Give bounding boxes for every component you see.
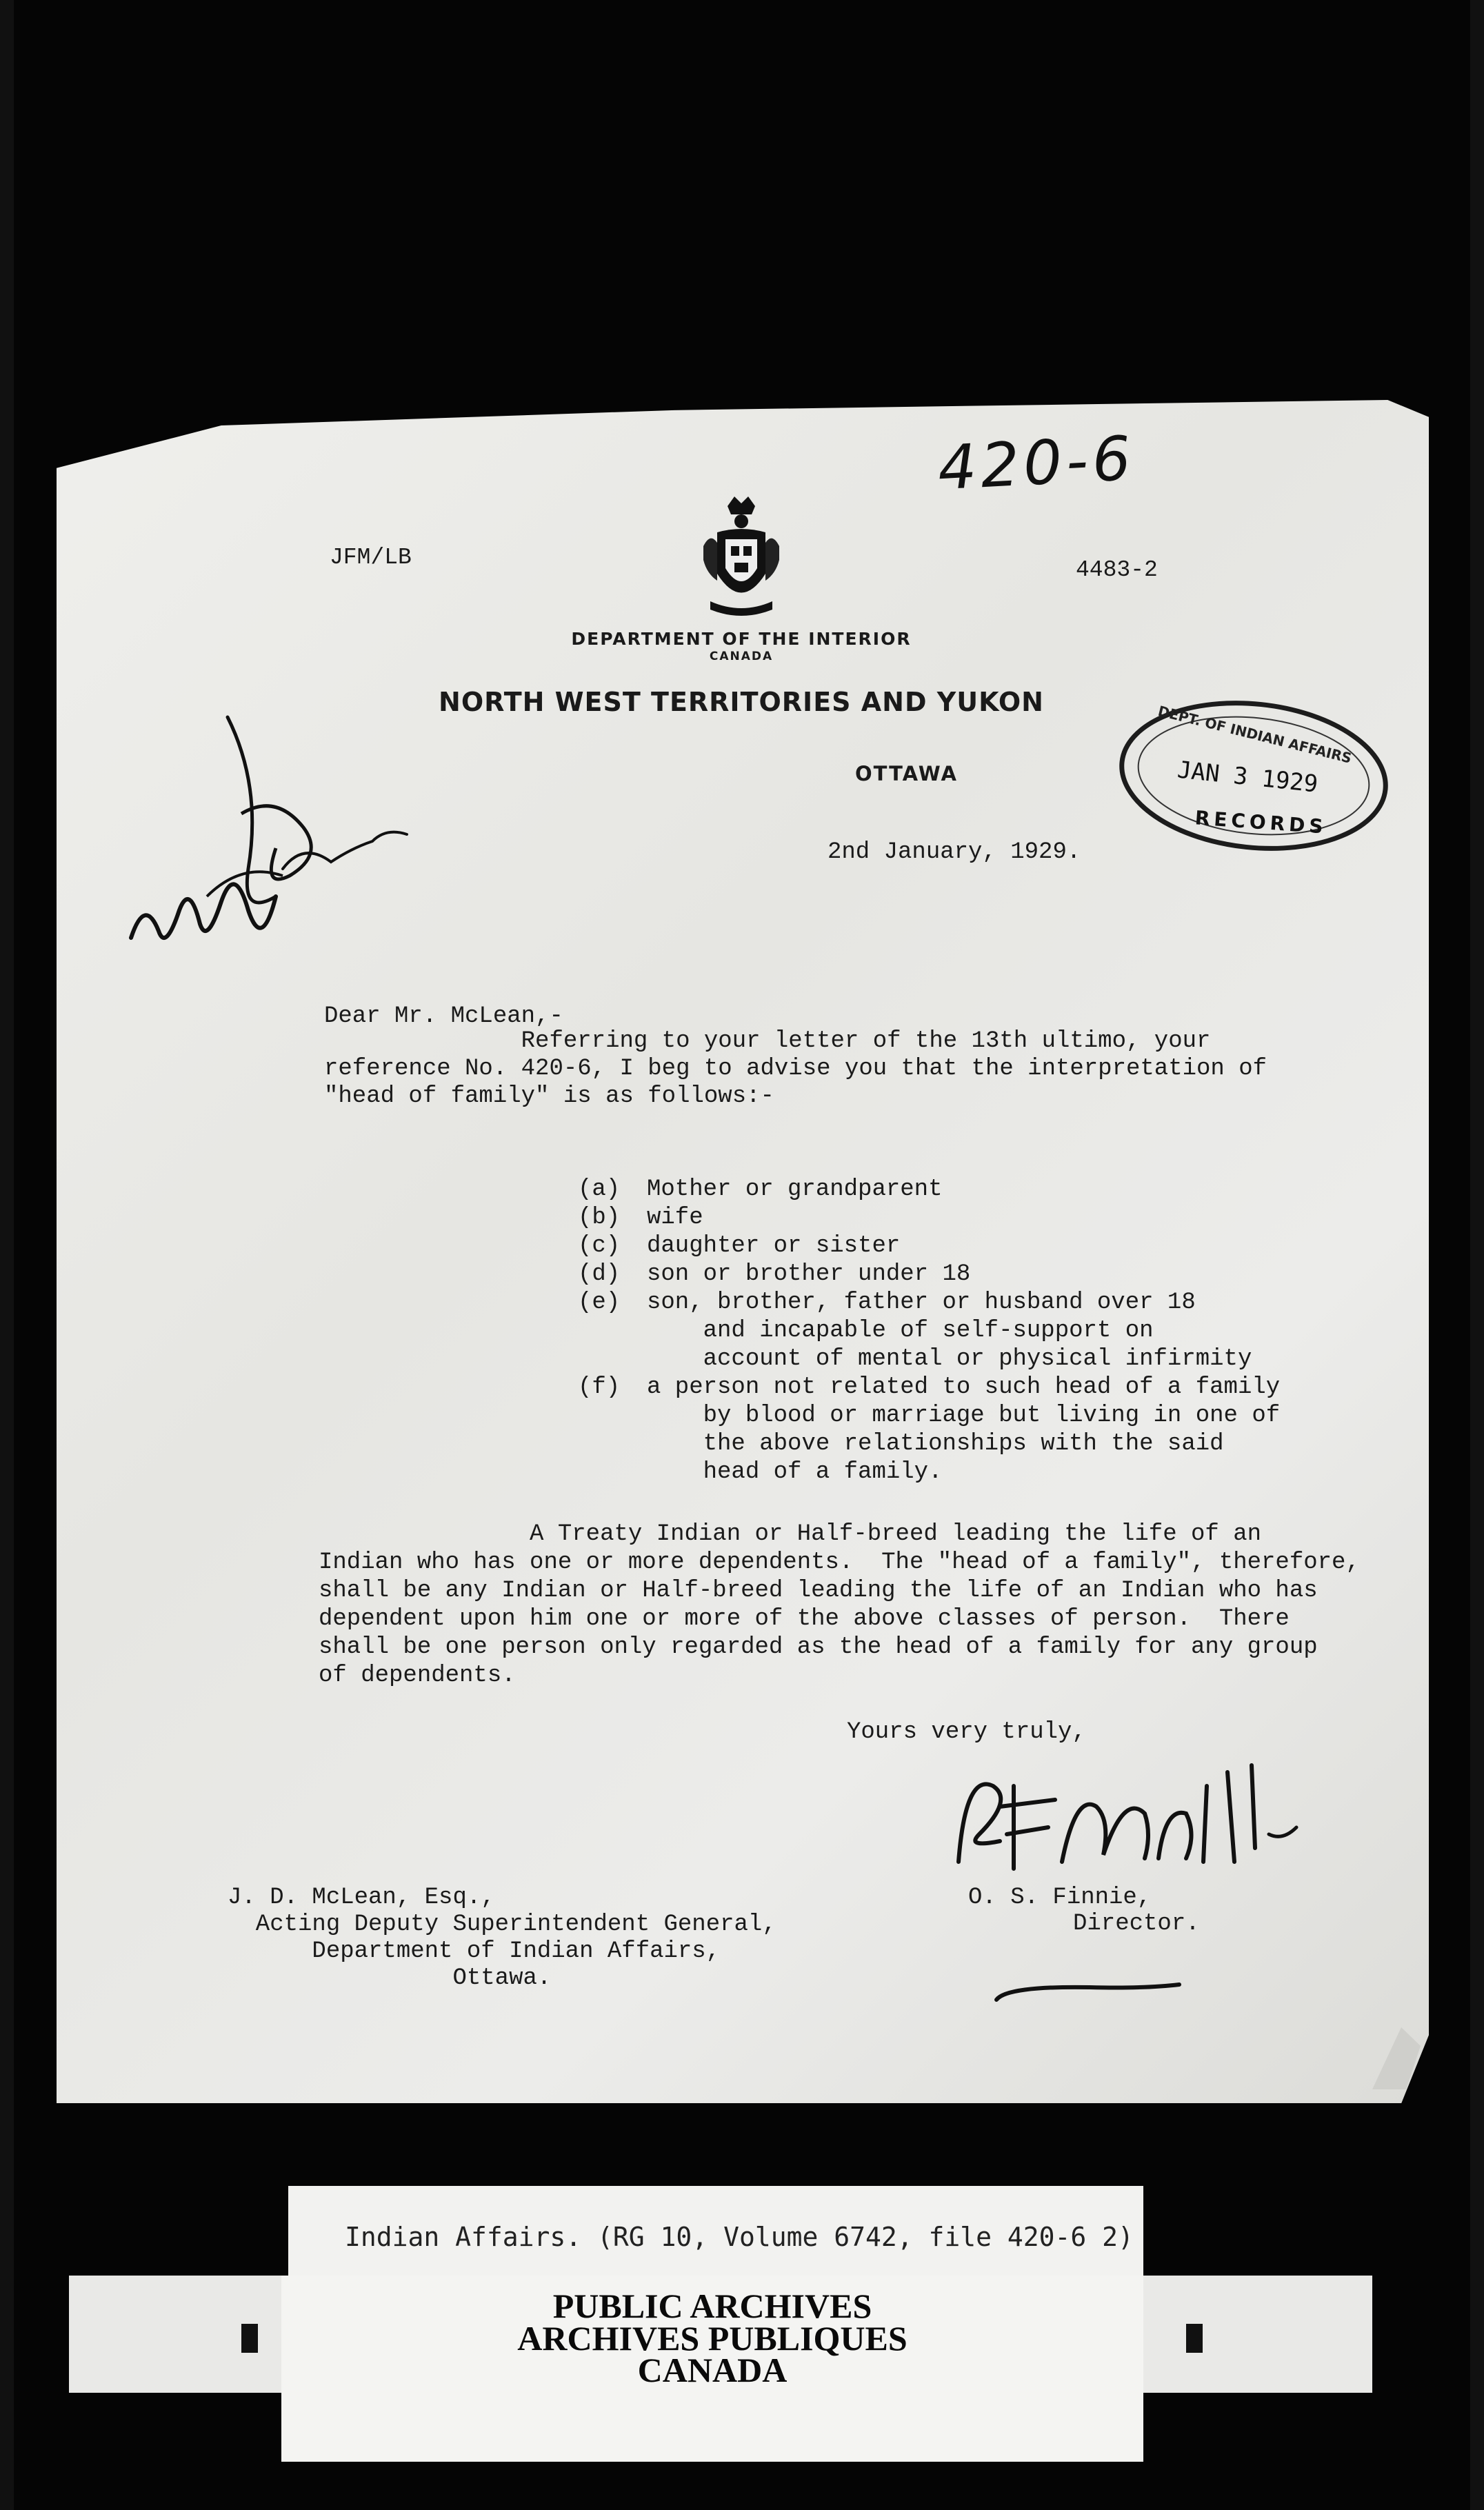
list-item — [578, 1289, 1280, 1374]
list-item — [578, 1204, 1280, 1232]
list-item-key: (d) — [578, 1261, 621, 1287]
reference-initials: JFM/LB — [330, 545, 412, 570]
archive-reference: Indian Affairs. (RG 10, Volume 6742, file 420-6 2) — [345, 2222, 1134, 2252]
city-name: OTTAWA — [855, 762, 958, 785]
recipient-address: J. D. McLean, Esq., Acting Deputy Superintendent General, Department of Indian Affairs, Ottawa. — [228, 1885, 776, 1991]
stamp-top-text: DEPT. OF INDIAN AFFAIRS — [1156, 702, 1354, 767]
list-item-text: wife — [647, 1205, 703, 1231]
film-border-right — [1470, 0, 1484, 2510]
handwritten-initials — [124, 690, 441, 986]
stamp-date: JAN 3 1929 — [1176, 756, 1320, 799]
list-item — [578, 1176, 1280, 1204]
list-item-key: (b) — [578, 1205, 621, 1231]
handwritten-file-number: 420-6 — [936, 422, 1137, 504]
band-mark-left — [241, 2324, 258, 2353]
archive-title-en: PUBLIC ARCHIVES — [552, 2287, 872, 2325]
letter-date: 2nd January, 1929. — [828, 839, 1081, 865]
branch-name: NORTH WEST TERRITORIES AND YUKON — [439, 687, 1044, 717]
closing: Yours very truly, — [847, 1719, 1086, 1745]
coat-of-arms-icon — [696, 491, 786, 622]
band-mark-right — [1186, 2324, 1203, 2353]
country-name: CANADA — [709, 650, 774, 663]
list-item-text: daughter or sister — [647, 1233, 901, 1259]
archive-title-fr: ARCHIVES PUBLIQUES — [517, 2319, 908, 2358]
director-signature — [938, 1731, 1352, 1896]
salutation: Dear Mr. McLean,- — [324, 1003, 563, 1030]
list-item — [578, 1374, 1280, 1487]
list-item-key: (c) — [578, 1233, 621, 1259]
signer-name: O. S. Finnie, — [968, 1885, 1152, 1911]
list-item-text: son, brother, father or husband over 18 and incapable of self-support on account of mental or physical infirmity — [647, 1289, 1252, 1372]
list-item-text: son or brother under 18 — [647, 1261, 971, 1287]
list-item-text: a person not related to such head of a family by blood or marriage but living in one of the above relationships with the said head of a family. — [647, 1374, 1281, 1485]
signer-title: Director. — [1073, 1911, 1200, 1937]
reference-number: 4483-2 — [1076, 557, 1158, 583]
list-item-text: Mother or grandparent — [647, 1176, 943, 1203]
list-item — [578, 1261, 1280, 1289]
list-item — [578, 1232, 1280, 1261]
archive-country: CANADA — [637, 2351, 788, 2389]
stamp-bottom-text: RECORDS — [1194, 806, 1328, 839]
film-border-left — [0, 0, 14, 2510]
list-item-key: (f) — [578, 1374, 621, 1400]
list-item-key: (a) — [578, 1176, 621, 1203]
definition-list — [578, 1176, 1280, 1487]
body-paragraph-1: Referring to your letter of the 13th ultimo, your reference No. 420-6, I beg to advise you that the interpretation of "head of family" is as follows:- — [324, 1028, 1267, 1110]
received-stamp — [1116, 696, 1392, 855]
signature-flourish — [993, 1979, 1186, 2007]
body-paragraph-2: A Treaty Indian or Half-breed leading the life of an Indian who has one or more dependents. The "head of a family", therefore, shall be any Indian or Half-breed leading the life of an Indian who has dependent upon him one or more of the above classes of person. There shall be one person only regarded as the head of a family for any group of dependents. — [319, 1521, 1360, 1689]
list-item-key: (e) — [578, 1289, 621, 1316]
department-name: DEPARTMENT OF THE INTERIOR — [571, 629, 912, 649]
